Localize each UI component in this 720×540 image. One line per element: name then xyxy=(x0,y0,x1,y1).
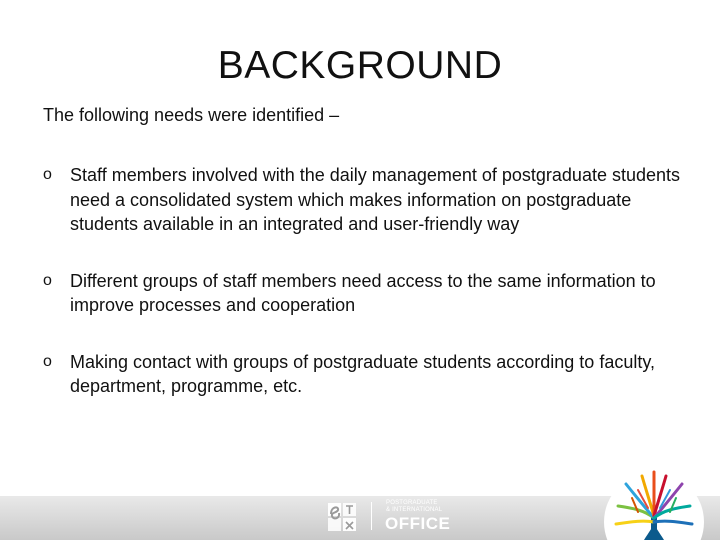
intro-text: The following needs were identified – xyxy=(43,105,340,125)
university-crest-icon xyxy=(326,500,358,534)
bullet-item xyxy=(43,163,683,237)
office-subtitle xyxy=(386,500,466,514)
bullet-list xyxy=(43,163,683,399)
bullet-marker: o xyxy=(43,352,52,370)
footer-divider xyxy=(371,502,372,530)
bullet-text: Making contact with groups of postgraduate students according to faculty, department, programme, etc. xyxy=(70,351,655,396)
bullet-item xyxy=(43,269,683,318)
bullet-text: Different groups of staff members need access to the same information to improve processes and cooperation xyxy=(70,270,656,315)
slide-title: BACKGROUND xyxy=(217,44,503,87)
bullet-marker: o xyxy=(43,166,52,183)
bullet-item xyxy=(43,350,683,399)
bullet-text: Staff members involved with the daily management of postgraduate students need a consolidated system which makes information on postgraduate students available in an integrated and user-friendly way xyxy=(70,165,681,234)
office-name: OFFICE xyxy=(385,514,451,533)
office-line-1: POSTGRADUATE xyxy=(386,500,438,506)
office-line-2: & INTERNATIONAL xyxy=(386,507,443,513)
bullet-marker: o xyxy=(43,271,52,289)
tree-emblem-icon xyxy=(594,468,720,540)
